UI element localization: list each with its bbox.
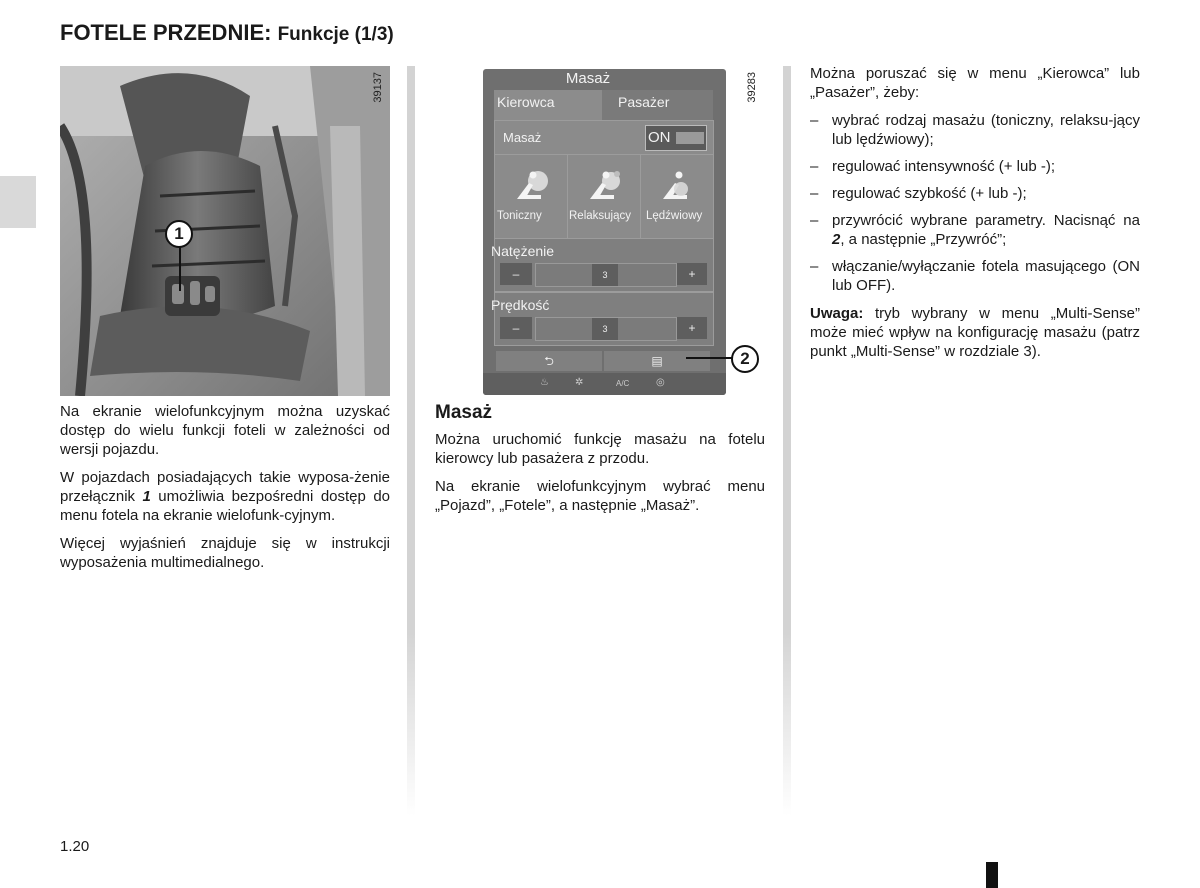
toggle-value: ON	[648, 129, 671, 146]
recirculation-icon[interactable]: ◎	[656, 377, 665, 388]
tab-driver[interactable]	[494, 90, 602, 120]
intensity-minus-button[interactable]: –	[500, 263, 532, 285]
list-item: – wybrać rodzaj masażu (toniczny, relaksu-jący lub lędźwiowy);	[810, 111, 1140, 149]
col3-intro: Można poruszać się w menu „Kierowca” lub „Pasażer”, żeby:	[810, 65, 1140, 101]
ac-button[interactable]: A/C	[616, 379, 630, 388]
title-sub: Funkcje (1/3)	[277, 24, 394, 45]
mode-relaxing[interactable]	[567, 154, 641, 239]
intensity-plus-button[interactable]: +	[677, 263, 707, 285]
seat-photo	[60, 66, 390, 396]
fan-icon[interactable]: ✲	[575, 377, 584, 388]
massage-screen	[483, 69, 726, 395]
item4-before: przywrócić wybrane parametry. Nacisnąć na	[832, 212, 1140, 229]
speed-plus-button[interactable]: +	[677, 317, 707, 339]
list-item	[810, 211, 1140, 249]
tab-passenger[interactable]	[602, 90, 713, 120]
callout-1: 1	[165, 220, 193, 248]
item4-after: , a następnie „Przywróć”;	[840, 231, 1007, 248]
intensity-label: Natężenie	[491, 243, 555, 259]
options-button[interactable]	[604, 351, 710, 371]
seat-heat-icon[interactable]: ♨	[540, 377, 549, 388]
column-divider-left	[407, 66, 415, 816]
mode-tonic[interactable]	[494, 154, 568, 239]
option-button-reference: 2	[832, 231, 841, 248]
menu-list-icon: ▤	[651, 354, 663, 368]
note-label: Uwaga:	[810, 305, 864, 322]
intensity-slider[interactable]	[535, 263, 677, 287]
mode-tonic-label: Toniczny	[497, 210, 542, 222]
seat-lumbar-icon	[657, 169, 697, 203]
massage-heading: Masaż	[435, 402, 493, 423]
tab-passenger-label: Pasażer	[618, 94, 670, 110]
seat-relaxing-icon	[584, 169, 624, 203]
column-divider-right	[783, 66, 791, 816]
speed-label: Prędkość	[491, 297, 550, 313]
list-item: – włączanie/wyłączanie fotela masującego (ON lub OFF).	[810, 257, 1140, 295]
options-list	[810, 111, 1140, 295]
col3-note	[810, 304, 1140, 361]
column-3-text	[810, 64, 1140, 370]
climate-bar	[483, 373, 726, 395]
figure-number-2: 39283	[746, 72, 758, 103]
tab-driver-label: Kierowca	[497, 94, 555, 110]
list-item: – regulować szybkość (+ lub -);	[810, 184, 1140, 203]
mode-relaxing-label: Relaksujący	[569, 210, 631, 222]
col2-paragraph-2: Na ekranie wielofunkcyjnym wybrać menu „Pojazd”, „Fotele”, a następnie „Masaż”.	[435, 478, 765, 514]
page-number: 1.20	[60, 838, 90, 855]
column-2-text	[435, 403, 765, 524]
col1-paragraph-2	[60, 468, 390, 525]
back-button[interactable]	[496, 351, 602, 371]
back-arrow-icon: ⮌	[544, 354, 554, 368]
note-text: tryb wybrany w menu „Multi-Sense” może mieć wpływ na konfigurację masażu (patrz punkt „Multi-Sense” w rozdziale 3).	[810, 305, 1140, 360]
speed-minus-button[interactable]: –	[500, 317, 532, 339]
callout-2-leader	[686, 357, 734, 359]
figure-number-1: 39137	[372, 72, 384, 103]
mode-lumbar-label: Lędźwiowy	[646, 210, 703, 222]
switch-reference: 1	[142, 488, 151, 505]
col1-p2-after: umożliwia bezpośredni dostęp do menu fotela na ekranie wielofunk-cyjnym.	[60, 488, 390, 524]
massage-toggle-row	[494, 120, 714, 155]
mode-lumbar[interactable]	[640, 154, 714, 239]
page-title	[60, 20, 394, 46]
speed-slider[interactable]	[535, 317, 677, 341]
col2-paragraph-1: Można uruchomić funkcję masażu na fotelu kierowcy lub pasażera z przodu.	[435, 431, 765, 467]
massage-label: Masaż	[503, 130, 542, 145]
column-1-text	[60, 402, 390, 581]
col1-p2-before: W pojazdach posiadających takie wyposa-żenie przełącznik	[60, 469, 390, 505]
seat-illustration	[60, 66, 390, 396]
intensity-value: 3	[592, 264, 618, 286]
callout-2: 2	[731, 345, 759, 373]
list-item: – regulować intensywność (+ lub -);	[810, 157, 1140, 176]
chapter-tab	[0, 176, 36, 228]
seat-tonic-icon	[511, 169, 551, 203]
title-main: FOTELE PRZEDNIE:	[60, 20, 272, 45]
speed-value: 3	[592, 318, 618, 340]
thumb-index-mark	[986, 862, 998, 888]
massage-toggle[interactable]	[645, 125, 707, 151]
screen-title: Masaż	[565, 70, 611, 87]
col1-paragraph-1: Na ekranie wielofunkcyjnym można uzyskać dostęp do wielu funkcji foteli w zależności od wersji pojazdu.	[60, 403, 390, 458]
col1-paragraph-3: Więcej wyjaśnień znajduje się w instrukcji wyposażenia multimedialnego.	[60, 535, 390, 571]
